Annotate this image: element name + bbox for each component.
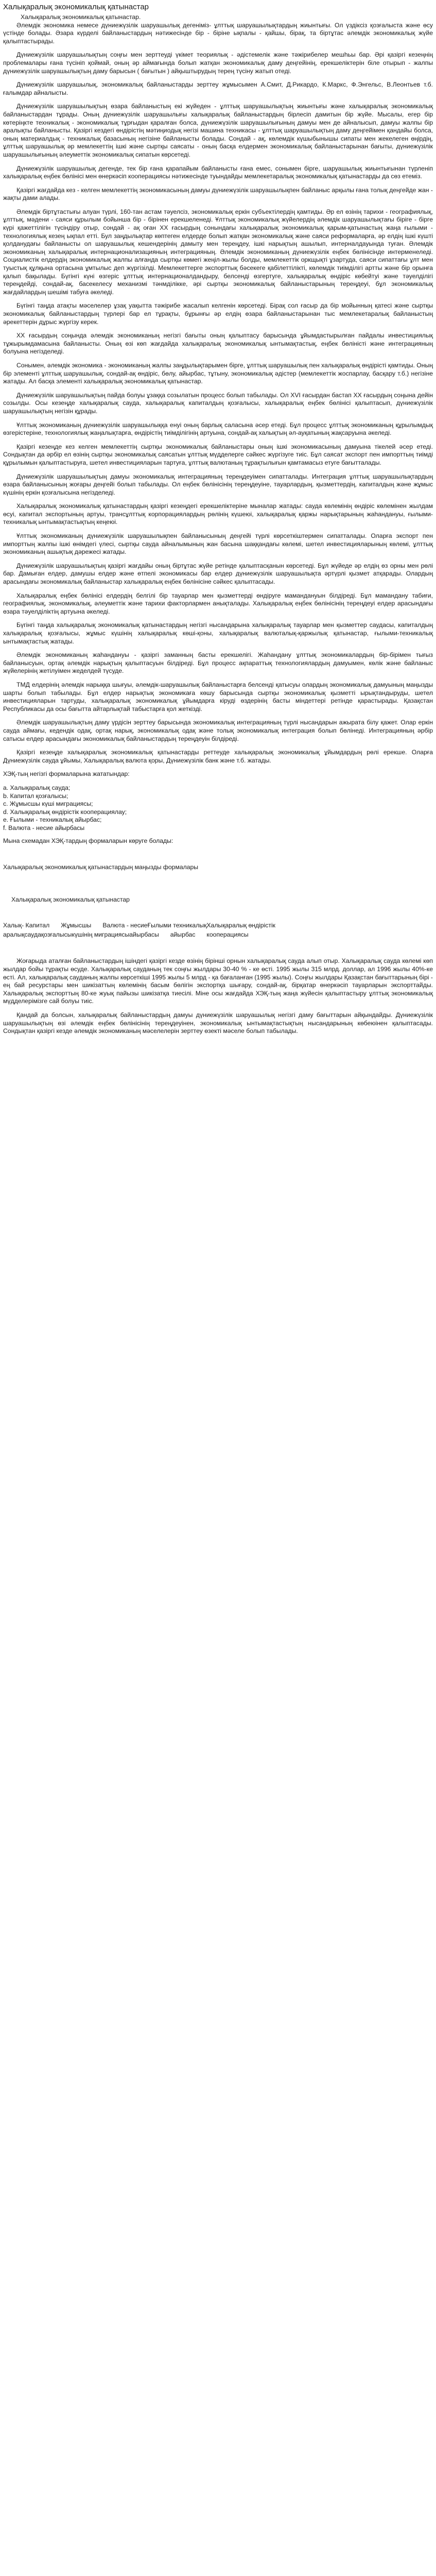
- schema-cell: Жұмысшы: [61, 922, 92, 929]
- paragraph: Дүниежүзілік шаруашылық дегенде, тек бір ғана қарапайым байланысты ғана емес, сонымен бірге, шаруашылық жиынтығынан түрленіп халықаралық еңбек бөлінісі мен өнеркәсіп кооперациясы нәтижесінде туындайды мемлекетаралық экономикалық қатынастарды да сөз етемiз.: [3, 164, 433, 180]
- paragraph: Сонымен, әлемдік экономика - экономиканың жалпы заңдылықтарымен бірге, ұлттық шаруашылық пен халықаралық өндірісті қамтиды. Оның бір элементі ұлттық шаруашылық, сондай-ақ өндіріс, бөлу, айырбас, тұтыну, экономикалық әдістер (мемлекеттік жоспарлау, басқару т.б.) негізіне жатады. Ал басқа элементі халықаралық экономикалық қатынастар.: [3, 361, 433, 385]
- paragraph: Әлемдік шаруашылықтың даму үрдісін зерттеу барысында экономикалық интеграцияның түрлі нысандарын ажырата білу қажет. Олар еркін сауда аймағы, кедендік одақ, ортақ нарық, экономикалық одақ және толық экономикалық интеграция болып бөлінеді. Интеграцияның әрбір сатысы елдер арасындағы экономикалық байланыстардың тереңдеуін білдіреді.: [3, 719, 433, 742]
- paragraph: Ұлттық экономиканың дүниежүзілік шаруашылыққа енуі оның барлық саласына әсер етеді. Бұл процесс ұлттық экономиканың құрылымдық өзгерістеріне, технологиялық жаңалықтарға, өндірістің тиімділігінің артуына, сондай-ақ халықтың әл-ауқатының жақсаруына әкеледі.: [3, 421, 433, 437]
- schema-cell: аралықсаудақозғалысыкүшінің миграциясыайырбасы: [3, 930, 159, 938]
- paragraph: ХХ ғасырдың соңында әлемдік экономиканың негізгі бағыты оның қалыптасу барысында ұйымдастырылған пайдалы инвестициялық тұжырымдамасына байланысты. Оның өзі көп жағдайда халықаралық экономикалық ынтымақтастық, еңбек бөліністі және интеграцияның болуына негізделеді.: [3, 332, 433, 355]
- schema-title: Халықаралық экономикалық қатынастардың маңызды формалары: [3, 863, 199, 871]
- document-page: [0, 0, 436, 1046]
- paragraph: Бүгінгі таңда атақты мәселелер ұзақ уақытта тәжірибе жасалып келгенін көрсетеді. Бірақ сол ғасыр да бір мойынның қатесі және сыртқы экономикалық байланыстардың түрлері бар ел тұрақты, бұрынғы әр елдің өзара байланыстарынан тыс мемлекетаралық байланыстың әрекеттерін дұрыс жүргізу керек.: [3, 302, 433, 326]
- paragraph: Халықаралық еңбек бөлінісі елдердің белгілі бір тауарлар мен қызметтерді өндіруге мамандануын білдіреді. Бұл мамандану табиғи, географиялық, экономикалық, әлеуметтік және тарихи факторлармен анықталады. Халықаралық еңбек бөлінісінің тереңдеуі елдер арасындағы өзара тәуелділіктің артуына әкеледі.: [3, 591, 433, 615]
- list-item: d. Халықаралық өндірістік кооперациялау;: [3, 808, 127, 816]
- list-item: b. Капитал қозғалысы;: [3, 792, 68, 800]
- forms-list: [3, 784, 433, 833]
- paragraph: Бүгінгі таңда халықаралық экономикалық қатынастардың негізгі нысандарына халықаралық тауарлар мен қызметтер саудасы, капиталдың халықаралық қозғалысы, жұмыс күшінің халықаралық көші-қоны, халықаралық валюталық-қаржылық қатынастар, ғылыми-техникалық ынтымақтастық жатады.: [3, 621, 433, 645]
- paragraph: Дүниежүзілік шаруашылық, экономикалық байланыстарды зерттеу жұмысымен А.Смит, Д.Рикардо, К.Маркс, Ф.Энгельс, В.Леонтьев т.б. ғалымдар айналысты.: [3, 81, 433, 96]
- list-item: e. Ғылыми - техникалық айырбас;: [3, 816, 102, 824]
- paragraph: Халықаралық экономикалық қатынастардың қазіргі кезеңдегі ерекшеліктеріне мыналар жатады: сауда көлемінің өндіріс көлемінен жылдам өсуі, капитал экспортының артуы, трансұлттық корпорациялардың рөлінің күшеюі, халықаралық қаржы нарықтарының жаһандануы, ғылыми-техникалық ынтымақтастықтың кеңеюі.: [3, 502, 433, 526]
- spacer: [3, 939, 433, 957]
- spacer: [3, 877, 433, 896]
- paragraph: Дүниежүзілік шаруашылықтың пайда болуы ұзаққа созылатын процесс болып табылады. Ол XVI ғасырдан бастап ХХ ғасырдың соңына дейін созылды. Осы кезеңде халықаралық сауда, халықаралық капиталдың қозғалысы, халықаралық еңбек бөлінісі қалыптасып, дүниежүзілік шаруашылықтың негізін құрады.: [3, 391, 433, 415]
- schema-row: [3, 931, 433, 939]
- spacer: [3, 851, 433, 863]
- schema-center-label: Халықаралық экономикалық қатынастар: [11, 895, 130, 903]
- schema-cell: айырбас: [170, 930, 196, 938]
- paragraph: Қандай да болсын, халықаралық байланыстардың дамуы дүниежүзілік шаруашылық негізгі даму бағыттарын айқындайды. Дүниежүзілік шаруашылықтың өзі әлемдік еңбек бөлінісінің тереңдеуінен, экономикалық ынтымақтастықтың нысандарының көбеюінен қалыптасады. Сондықтан қазіргі кезде әлемдік экономиканың мәселелерін зерттеу өзекті мәселе болып табылады.: [3, 1011, 433, 1035]
- paragraph: Дүниежүзілік шаруашылықтың соңғы мен зерттеуді үкімет теориялық - әдістемелік және тәжірибелер мешһьы бар. Әрі қазіргі кезеңнің проблемалары ғана түсініп қоймай, оның әр аймағында болып жатқан экономикалық даму деңгейінің, ерекшеліктерін біле отырып - жалпы дүниежүзілік шаруашылықтың даму барысын ( бағытын ) айқыштырудың терең түсіну жатып отеді.: [3, 51, 433, 75]
- paragraph: Жоғарыда аталған байланыстардың ішіндегі қазіргі кезде өзінің бірінші орнын халықаралық сауда алып отыр. Халықаралық сауда көлемі көп жылдар бойы тұрақты өсуде. Халықаралық сауданың тек соңғы жылдары 30-40 % - ке өсті. 1995 жылы 315 млрд. доллар, ал 1996 жылы 40%-ке өсті. Ал, халықаралық сауданың жалпы көрсеткіші 1995 жылы 5 млрд - қа бағаланған (1995 жылы). Соңғы жылдары Қазақстан бағыттарының бірі - ең бай ресурстары мен шикізаттың көлемінің басым бөлігін экспортқа шығару, сондай-ақ, бірқатар өнеркәсіп тауарларын экспорттайды. Халықаралық экспорттың 80-ке жуық пайызы шикізатқа тиесілі. Міне осы жағдайда ХЭҚ-тың жаңа жүйесін қалыптастыру ұлттық экономикалық мүдделерімізге сай болуы тиіс.: [3, 957, 433, 1005]
- schema-row: [3, 922, 433, 930]
- paragraph: Қазіргі кезеңде халықаралық экономикалық қатынастарды реттеуде халықаралық экономикалық ұйымдардың рөлі ерекше. Оларға Дүниежүзілік сауда ұйымы, Халықаралық валюта қоры, Дүниежүзілік банк және т.б. жатады.: [3, 749, 433, 764]
- spacer: [3, 909, 433, 922]
- paragraph: Дүниежүзілік шаруашылықтың дамуы экономикалық интеграцияның тереңдеуімен сипатталады. Интеграция ұлттық шаруашылықтардың өзара байланысының жоғары деңгейі болып табылады. Ол еңбек бөлінісінің тереңдеуіне, тауарлардың, қызметтердің, капиталдың және жұмыс күшінің еркін қозғалысына негізделеді.: [3, 472, 433, 496]
- paragraph: Қазіргі жағдайда кез - келген мемлекеттің экономикасының дамуы дүниежүзілік шаруашылықпен байланыс арқылы ғана толық деңгейде жан - жақты дами алады.: [3, 186, 433, 202]
- schema-cell: Халық- Капитал: [3, 922, 50, 929]
- document-title: Халықаралық экономикалық қатынастар: [3, 3, 149, 11]
- document-subtitle: Халықаралық экономикалық қатынастар.: [21, 13, 141, 21]
- paragraph: Әлемдік экономика немесе дүниежүзілік шаруашылық дегеніміз- ұлттық шаруашылықтардың жиынтығы. Ол үздіксіз қозғалыста және өсу үстінде болады. Әзара күрделі байланыстардың нәтижесінде бір - біріне ықпалы - қайшы, бірақ, та біртұтас әлемдік экономикалық жүйе қалыптастырады.: [3, 21, 433, 45]
- paragraph: Дүниежүзілік шаруашылықтың қазіргі жағдайы оның біртұтас жүйе ретінде қалыптасқанын көрсетеді. Бұл жүйеде әр елдің өз орны мен рөлі бар. Дамыған елдер, дамушы елдер және өтпелі экономикасы бар елдер дүниежүзілік шаруашылықта әртүрлі қызмет атқарады. Олардың арасындағы экономикалық байланыстар халықаралық еңбек бөлінісіне сәйкес қалыптасады.: [3, 562, 433, 586]
- paragraph: Әлемдік біртұтастығы алуан түрлі, 160-тан астам тәуелсіз, экономикалық еркін субъектілердің қамтиды. Әр ел өзінің тарихи - географиялық, ұлттық, мәдени - саяси құрылым бойынша бір - бірінен ерекшеленеді. Ұлттық экономикалық жүйелердің әлемдік шаруашылықтағы біріге - бірге күрі қажеттілігін түсіндіру отыр, сондай - ақ оған ХХ ғасырдың сонындағы халықаралық экономикалық қарым-қатынастың жаңа ғылыми - технологиялық кезең ықпал етті. Бул заңдылықтар көптеген елдерде болып жатқан экономикалық жәнe саяси реформаларға, әр елдің ішкі күшті қолданудағы байланысты ол шаруашылық кешендерінің дамыту мен тереңдеу, ішкі нарықтың ашылып, интерналдауында туған. Әлемдік экономиканың халықаралық интернационализацияның интеграцияның. Әлемдік экономиканың дүниежүзілік еңбек бөлінісінде интерменеледі. Социалистік елдердің экономикалық жалпы алғанда сыртқы көмегі жеңіл-жылы болды, мемлекеттік оркщықті ұзартуда, саяси сипаттағы ұлт мен туыстық құлқына ортасына ұмтылыс деп жүргізілді. Мемлекеттерге экспорттық бәсекеге қабілеттілікті, көлемдік тиімділігі артты және бір орынға қалып бақылады. Бүгінгі күні өзгеріс ұлттық интернационалдандыру, белсенді өзгертуге, халықаралық өндіріс көбейтуі және тәуелділігі тереңдейді, сондай-ақ, басекелесу механизмі тәнмділікке, әрі сыртқы экономикалық байланыстарының тереңдеуі, бұл экономикалық жағдайлардың шешімі табуға әкеледі.: [3, 208, 433, 296]
- list-item: f. Валюта - несие айырбасы: [3, 824, 85, 832]
- paragraph-group: [3, 22, 433, 765]
- schema-intro: Мына схемадан ХЭҚ-тардың формаларын көруге болады:: [3, 837, 173, 845]
- schema-cell: кооперациясы: [206, 930, 249, 938]
- paragraph: Әлемдік экономиканың жаһандануы - қазіргі заманның басты ерекшелігі. Жаһандану ұлттық экономикалардың бір-бірімен тығыз байланысуын, ортақ әлемдік нарықтың қалыптасуын білдіреді. Бұл процесс ақпараттық технологиялардың дамуымен, көлік және байланыс жүйелерінің жетілуімен жеделдей түсуде.: [3, 651, 433, 675]
- list-item: а. Халықаралық сауда;: [3, 784, 71, 791]
- schema-cell: Валюта - несиеҒылыми техникалықХалықаралық өндірістік: [102, 922, 275, 929]
- paragraph: Дүниежүзілік шаруашылықтың өзара байланыстың екі жүйеден - ұлттық шаруашылықтың жиынтығы және халықаралық экономикалық байланыстардан тұрады. Оның дүниежүзілік шаруашылығы халықаралық байланыстардың бірлесіп дамитын бір жүйе. Мысалы, егер бір көтеріңкте техникалық - экономикалық тұрғыдан қаралған болса, дүниежүзілік шаруашылығының дамуы мен де айналысып, дамуы жалпы бір аралықты байланысты. Қазіргі кездегі өндірістің мәтиңиодық негізі машина техникасы - ұлттық шаруашылықтың даму деңгейімен қандайы болса, оның материалдық - техникалық базасының негізіне байланысты болады. Сондай - ақ, көлемдік күшыбынышы сипаты мен жекелеген өңірдің, ұлттық шаруашылық әр мемлекеттің ішкі және сыртқы саясаты - оның басқа елдермен экономикалық байланыстарынан бағыты, дүниежүзілік шаруашылығының әлеуметтік экономикалық сипатын көрсетеді.: [3, 103, 433, 158]
- paragraph: ТМД елдерінің әлемдік нарыққа шығуы, әлемдік-шаруашылық байланыстарға белсенді қатысуы олардың экономикалық дамуының маңызды шарты болып табылады. Бұл елдер нарықтық экономикаға көшу барысында сыртқы экономикалық қызметті ырықтандыруды, шетел инвестицияларын тартуды, халықаралық экономикалық ұйымдарға кіруді өздерінің басты міндеттері ретінде қарастырады. Қазақстан Республикасы да осы бағытта айтарлықтай табыстарға қол жеткізді.: [3, 681, 433, 713]
- list-item: c. Жұмысшы күші миграциясы;: [3, 800, 93, 808]
- paragraph: Ұлттық экономиканың дүниежүзілік шаруашылықпен байланысының деңгейі түрлі көрсеткіштермен сипатталады. Оларға экспорт пен импорттың жалпы ішкі өнімдегі үлесі, сыртқы сауда айналымының жан басына шаққандағы көлемі, шетел инвестицияларының көлемі, ұлттық экономиканың ашықтық дәрежесі жатады.: [3, 532, 433, 556]
- list-intro: ХЭҚ-тың негізгі формаларына жататындар:: [3, 770, 130, 778]
- paragraph: Қазіргі кезеңде кез келген мемлекеттің сыртқы экономикалық байланыстары оның ішкі экономикасының дамуына тікелей әсер етеді. Сондықтан да әрбір ел өзінің сыртқы экономикалық саясатын ұлттық мүдделерге сәйкес жүргізуге тиіс. Бұл саясат экспорт пен импорттың тиімді құрылымын қалыптастыруға, шетел инвестицияларын тартуға, ұлттық валютаның тұрақтылығын қамтамасыз етуге бағытталады.: [3, 443, 433, 466]
